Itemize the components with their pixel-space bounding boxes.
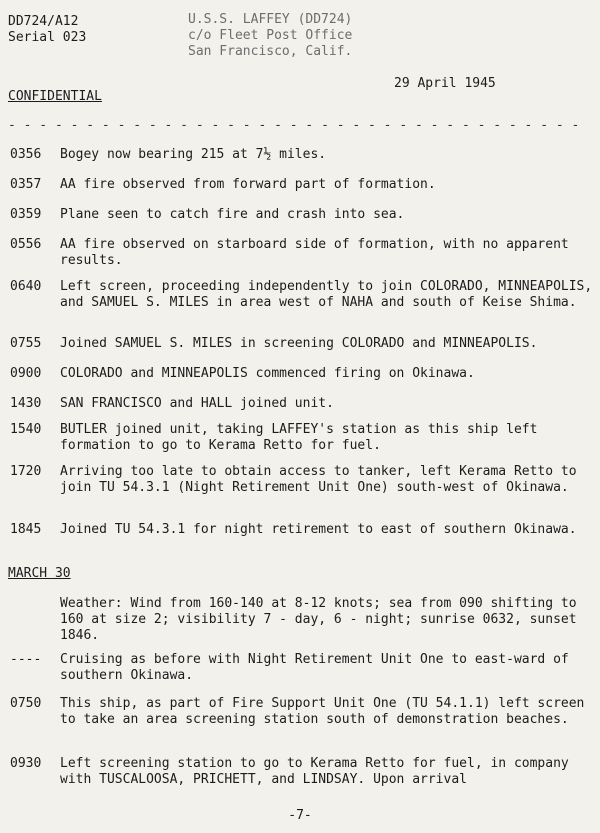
ship-address-line-2: c/o Fleet Post Office <box>188 28 353 43</box>
log-entry <box>10 652 590 686</box>
entry-text: Cruising as before with Night Retirement Unit One to east-ward of southern Okinawa. <box>60 652 569 683</box>
entry-time: 0750 <box>10 696 42 711</box>
log-entry <box>10 756 590 790</box>
entry-text: COLORADO and MINNEAPOLIS commenced firing on Okinawa. <box>60 366 475 381</box>
ship-address-line-1: U.S.S. LAFFEY (DD724) <box>188 12 353 27</box>
log-entry <box>10 336 590 354</box>
entry-time: ---- <box>10 652 42 667</box>
log-entry <box>10 366 590 384</box>
section-heading: MARCH 30 <box>8 566 71 581</box>
log-entry <box>10 522 590 556</box>
entry-text: Plane seen to catch fire and crash into sea. <box>60 207 405 222</box>
log-entry <box>10 237 590 271</box>
entry-text: Arriving too late to obtain access to tanker, left Kerama Retto to join TU 54.3.1 (Night Retirement Unit One) south-west of Okinawa. <box>60 464 577 495</box>
log-entry <box>10 147 590 165</box>
log-entry <box>10 207 590 225</box>
entry-text: Bogey now bearing 215 at 7½ miles. <box>60 147 327 162</box>
log-entry <box>10 464 590 514</box>
file-reference: DD724/A12 <box>8 14 79 29</box>
entry-text: This ship, as part of Fire Support Unit One (TU 54.1.1) left screen to take an area screening station south of demonstration beaches. <box>60 696 585 727</box>
entry-text: AA fire observed on starboard side of formation, with no apparent results. <box>60 237 569 268</box>
entry-text: SAN FRANCISCO and HALL joined unit. <box>60 396 334 411</box>
entry-text: AA fire observed from forward part of formation. <box>60 177 436 192</box>
entry-time: 0755 <box>10 336 42 351</box>
entry-time: 0357 <box>10 177 42 192</box>
entry-text: BUTLER joined unit, taking LAFFEY's station as this ship left formation to go to Kerama Retto for fuel. <box>60 422 538 453</box>
serial-number: Serial 023 <box>8 30 87 45</box>
log-entry <box>10 396 590 414</box>
log-entry <box>10 696 590 746</box>
log-entry <box>10 279 593 329</box>
ship-address-line-3: San Francisco, Calif. <box>188 44 353 59</box>
page-number: -7- <box>288 808 312 823</box>
entry-text: Joined TU 54.3.1 for night retirement to east of southern Okinawa. <box>60 522 577 537</box>
entry-text: Left screen, proceeding independently to join COLORADO, MINNEAPOLIS, and SAMUEL S. MILES in area west of NAHA and south of Keise Shima. <box>60 279 593 310</box>
log-entry <box>10 596 590 646</box>
entry-text: Joined SAMUEL S. MILES in screening COLORADO and MINNEAPOLIS. <box>60 336 538 351</box>
entry-time: 0556 <box>10 237 42 252</box>
entry-time: 0356 <box>10 147 42 162</box>
entry-text: Weather: Wind from 160-140 at 8-12 knots; sea from 090 shifting to 160 at size 2; visibility 7 - day, 6 - night; sunrise 0632, sunset 1846. <box>60 596 577 643</box>
entry-time: 1430 <box>10 396 42 411</box>
log-entry <box>10 422 590 456</box>
document-date: 29 April 1945 <box>394 76 496 91</box>
entry-time: 0640 <box>10 279 42 294</box>
entry-time: 0359 <box>10 207 42 222</box>
entry-time: 0900 <box>10 366 42 381</box>
classification-label: CONFIDENTIAL <box>8 89 102 104</box>
entry-text: Left screening station to go to Kerama Retto for fuel, in company with TUSCALOOSA, PRICHETT, and LINDSAY. Upon arrival <box>60 756 569 787</box>
entry-time: 1720 <box>10 464 42 479</box>
log-entry <box>10 177 590 195</box>
entry-time: 1845 <box>10 522 42 537</box>
entry-time: 1540 <box>10 422 42 437</box>
separator-line: - - - - - - - - - - - - - - - - - - - - - - - - - - - - - - - - - - - - - <box>8 118 580 133</box>
entry-time: 0930 <box>10 756 42 771</box>
